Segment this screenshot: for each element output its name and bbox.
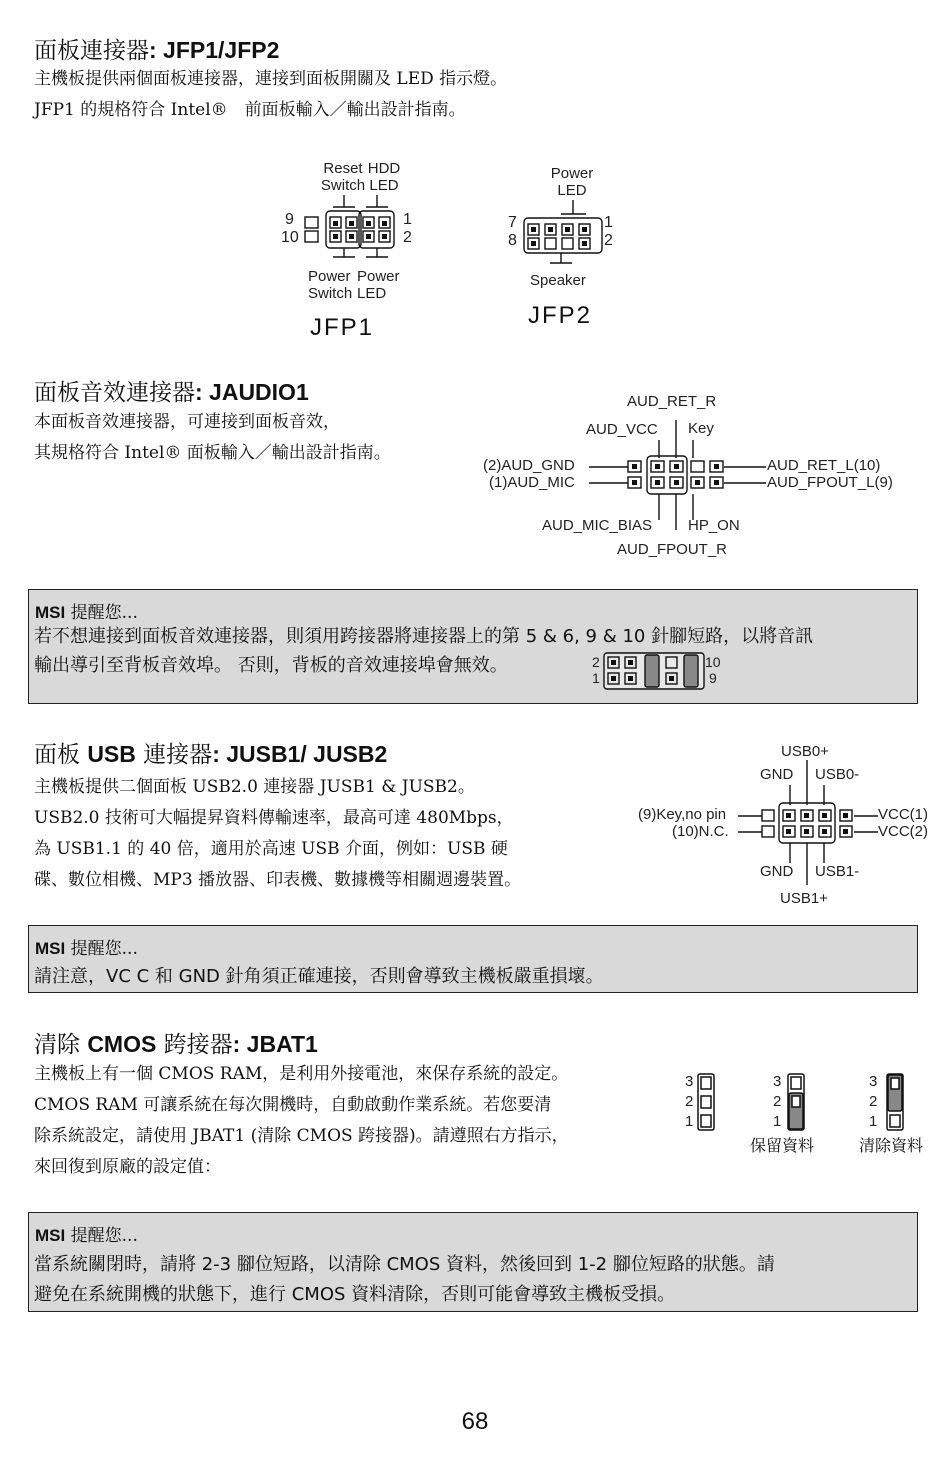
jaudio-heading (34, 374, 309, 407)
jfp1-pin-10: 10 (281, 229, 299, 246)
jfp1-power-led-label (357, 268, 400, 302)
aud-fpout-l-label: AUD_FPOUT_L(9) (767, 474, 893, 491)
note-cmos-line-1: 當系統關閉時，請將 2-3 腳位短路，以清除 CMOS 資料，然後回到 1-2 腳位短路的狀態。請 (34, 1254, 775, 1275)
jfp2-speaker-label: Speaker (530, 272, 586, 289)
usb-line-1: 主機板提供二個面板 USB2.0 連接器 JUSB1 & JUSB2。 (34, 777, 475, 797)
usb-gnd-top-label: GND (760, 766, 794, 783)
note-audio-pin-1: 1 (592, 670, 600, 686)
jfp1-led-word: LED (369, 177, 399, 194)
note-cmos-brand: MSI (35, 1226, 66, 1245)
jfp1-reset-word: Reset (323, 160, 363, 177)
jbat-clear-pin-2: 2 (869, 1093, 878, 1110)
jbat-clear-jumper (886, 1073, 906, 1133)
jbat-plain-pin-1: 1 (685, 1113, 694, 1130)
jfp2-pin-2: 2 (604, 232, 613, 249)
jfp-heading-cn: 面板連接器 (34, 38, 149, 64)
jfp1-power-word: Power (308, 268, 351, 285)
jbat-keep-jumper (787, 1073, 807, 1133)
jbat-plain-pin-numbers (685, 1072, 693, 1132)
usb-line-2: USB2.0 技術可大幅提昇資料傳輸速率，最高可達 480Mbps， (34, 808, 514, 828)
jaudio-heading-cn: 面板音效連接器 (34, 380, 195, 406)
jfp1-pin-2: 2 (403, 229, 412, 246)
usb-connector-diagram (738, 760, 878, 890)
usb-heading-en1: USB (87, 741, 136, 767)
cmos-heading-cn1: 清除 (34, 1032, 88, 1058)
jfp2-power-led-label (540, 165, 604, 199)
jfp2-pin-8: 8 (508, 232, 517, 249)
msi-note-audio (28, 589, 918, 704)
jfp1-pin-1: 1 (403, 211, 412, 228)
jbat-plain-jumper (697, 1073, 717, 1133)
usb1-plus-label: USB1+ (780, 890, 828, 907)
note-audio-jumper-diagram (603, 652, 707, 692)
jaudio-heading-en: : JAUDIO1 (195, 379, 309, 405)
jfp2-pin-1: 1 (604, 214, 613, 231)
usb-vcc2-label: VCC(2) (878, 823, 929, 840)
jfp-heading (34, 32, 279, 65)
jaudio-connector-diagram (586, 410, 766, 545)
cmos-line-1: 主機板上有一個 CMOS RAM，是利用外接電池，來保存系統的設定。 (34, 1064, 569, 1084)
usb-heading-cn1: 面板 (34, 742, 88, 768)
note-audio-title (35, 598, 138, 623)
note-audio-pin-2: 2 (592, 654, 600, 670)
usb-vcc1-label: VCC(1) (878, 806, 929, 823)
usb0-minus-label: USB0- (815, 766, 860, 783)
jfp2-connector-diagram (520, 200, 605, 270)
jbat-keep-pin-1: 1 (773, 1113, 782, 1130)
note-usb-title (35, 934, 138, 959)
note-audio-line-2: 輸出導引至背板音效埠。 否則，背板的音效連接埠會無效。 (34, 655, 508, 676)
jfp1-connector-diagram (300, 195, 410, 265)
jbat-clear-pin-numbers (869, 1072, 877, 1132)
aud-fpout-r-label: AUD_FPOUT_R (617, 541, 728, 558)
usb-nc-label: (10)N.C. (672, 823, 729, 840)
usb-heading-en2: : JUSB1/ JUSB2 (212, 741, 388, 767)
jbat-keep-pin-numbers (773, 1072, 781, 1132)
jbat-keep-pin-3: 3 (773, 1073, 782, 1090)
jfp1-pin-9: 9 (285, 211, 294, 228)
jfp1-switch2-word: Switch (308, 285, 353, 302)
aud-vcc-label: AUD_VCC (586, 421, 658, 438)
jfp-line-1: 主機板提供兩個面板連接器，連接到面板開關及 LED 指示燈。 (34, 69, 508, 89)
jbat-keep-pin-2: 2 (773, 1093, 782, 1110)
note-cmos-title (35, 1221, 138, 1246)
jbat-clear-pin-1: 1 (869, 1113, 878, 1130)
usb1-minus-label: USB1- (815, 863, 860, 880)
note-usb-title-text: 提醒您... (65, 939, 138, 959)
note-audio-title-text: 提醒您... (65, 603, 138, 623)
jfp1-switch-word: Switch (320, 177, 366, 194)
note-usb-line-1: 請注意，VC C 和 GND 針角須正確連接，否則會導致主機板嚴重損壞。 (34, 966, 604, 987)
usb-key-label: (9)Key,no pin (638, 806, 727, 823)
usb0-plus-label: USB0+ (781, 743, 829, 760)
aud-ret-l-label: AUD_RET_L(10) (767, 457, 881, 474)
jfp1-hdd-word: HDD (367, 160, 401, 177)
aud-key-label: Key (688, 420, 714, 437)
jbat-keep-label: 保留資料 (750, 1136, 815, 1155)
note-cmos-title-text: 提醒您... (65, 1226, 138, 1246)
cmos-heading (34, 1026, 318, 1059)
cmos-line-3: 除系統設定，請使用 JBAT1 (清除 CMOS 跨接器)。請遵照右方指示， (34, 1126, 569, 1146)
aud-gnd-label: (2)AUD_GND (483, 457, 575, 474)
cmos-line-2: CMOS RAM 可讓系統在每次開機時，自動啟動作業系統。若您要清 (34, 1095, 552, 1115)
aud-ret-r-label: AUD_RET_R (627, 393, 717, 410)
jbat-clear-label: 清除資料 (859, 1136, 924, 1155)
jfp2-power-word: Power (550, 165, 594, 182)
jbat-plain-pin-2: 2 (685, 1093, 694, 1110)
jfp1-name: JFP1 (310, 314, 375, 341)
cmos-line-4: 來回復到原廠的設定值： (34, 1157, 221, 1177)
aud-hp-on-label: HP_ON (688, 517, 740, 534)
jaudio-line-1: 本面板音效連接器，可連接到面板音效， (34, 412, 340, 432)
note-usb-brand: MSI (35, 939, 66, 958)
cmos-heading-en1: CMOS (87, 1031, 157, 1057)
page-number: 68 (461, 1408, 489, 1435)
jfp1-power2-word: Power (357, 268, 400, 285)
jbat-clear-pin-3: 3 (869, 1073, 878, 1090)
cmos-heading-en2: : JBAT1 (232, 1031, 318, 1057)
jfp2-pin-7: 7 (508, 214, 517, 231)
msi-note-usb (28, 925, 918, 993)
usb-heading-cn2: 連接器 (135, 742, 213, 768)
aud-mic-label: (1)AUD_MIC (489, 474, 575, 491)
jaudio-line-2: 其規格符合 Intel® 面板輸入／輸出設計指南。 (34, 443, 391, 463)
jfp1-hdd-led-label (362, 160, 406, 194)
jfp1-led2-word: LED (357, 285, 387, 302)
jfp2-led-word: LED (557, 182, 587, 199)
note-audio-brand: MSI (35, 603, 66, 622)
jbat-plain-pin-3: 3 (685, 1073, 694, 1090)
usb-line-4: 碟、數位相機、MP3 播放器、印表機、數據機等相關週邊裝置。 (34, 870, 522, 890)
aud-mic-bias-label: AUD_MIC_BIAS (542, 517, 653, 534)
jfp2-name: JFP2 (528, 302, 593, 329)
jfp-line-2: JFP1 的規格符合 Intel® 前面板輸入／輸出設計指南。 (34, 100, 466, 120)
jfp1-power-switch-label (308, 268, 352, 302)
cmos-heading-cn2: 跨接器 (156, 1032, 233, 1058)
note-audio-pin-10: 10 (705, 654, 721, 670)
note-cmos-line-2: 避免在系統開機的狀態下，進行 CMOS 資料清除，否則可能會導致主機板受損。 (34, 1284, 676, 1305)
note-audio-line-1: 若不想連接到面板音效連接器，則須用跨接器將連接器上的第 5 & 6, 9 & 10 針腳短路，以將音訊 (34, 626, 814, 647)
usb-line-3: 為 USB1.1 的 40 倍，適用於高速 USB 介面，例如：USB 硬 (34, 839, 508, 859)
note-audio-pin-9: 9 (709, 670, 717, 686)
usb-heading (34, 736, 387, 769)
usb-gnd-bottom-label: GND (760, 863, 794, 880)
msi-note-cmos (28, 1212, 918, 1312)
jfp-heading-en: : JFP1/JFP2 (149, 37, 280, 63)
